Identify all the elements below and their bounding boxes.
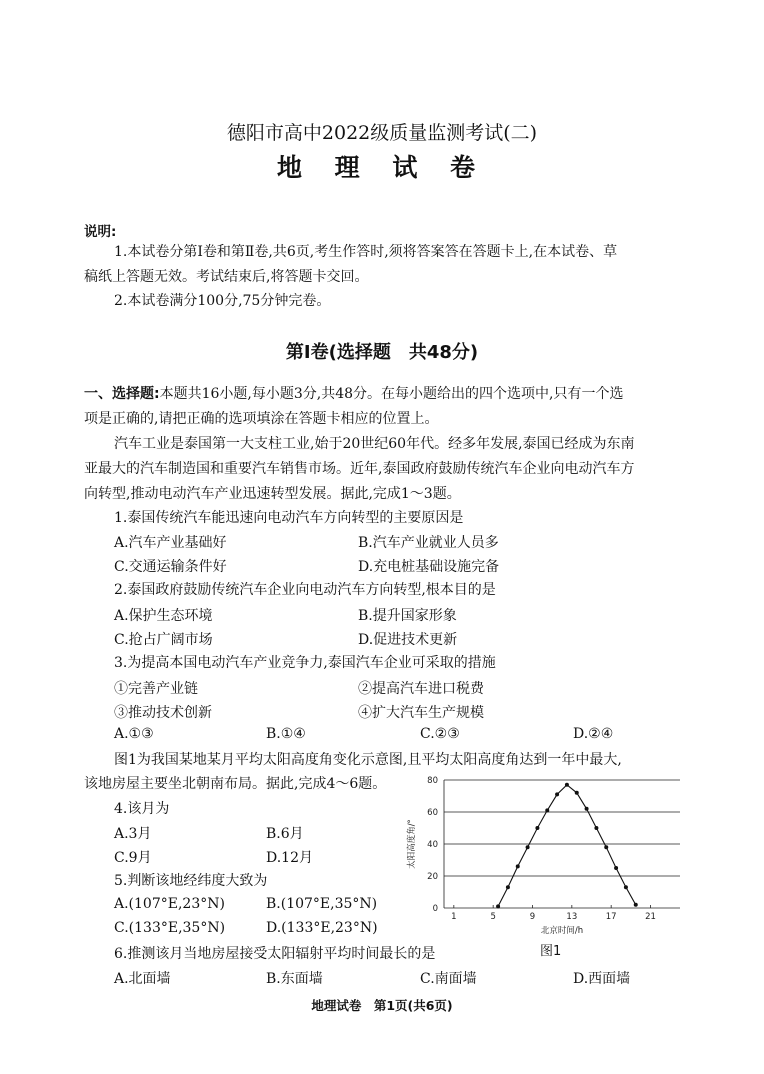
passage1-line-2: 亚最大的汽车制造国和重要汽车销售市场。近年,泰国政府鼓励传统汽车企业向电动汽车方 bbox=[84, 461, 635, 477]
question-2-option-c: C.抢占广阔市场 bbox=[114, 632, 213, 648]
passage1-line-3: 向转型,推动电动汽车产业迅速转型发展。据此,完成1～3题。 bbox=[84, 486, 461, 502]
data-point-9 bbox=[585, 807, 589, 811]
data-point-11 bbox=[604, 845, 608, 849]
question-5-option-d: D.(133°E,23°N) bbox=[266, 920, 378, 936]
y-tick-label-0: 0 bbox=[432, 904, 438, 914]
x-tick-label-5: 5 bbox=[490, 912, 496, 922]
page-footer: 地理试卷 第1页(共6页) bbox=[311, 998, 453, 1013]
question-3-item-3: ③推动技术创新 bbox=[114, 705, 212, 721]
section-title: 第Ⅰ卷(选择题 共48分) bbox=[285, 342, 479, 363]
data-point-2 bbox=[516, 864, 520, 868]
x-axis-label: 北京时间/h bbox=[540, 926, 584, 936]
data-point-5 bbox=[545, 808, 549, 812]
question-3-option-a: A.①③ bbox=[114, 726, 154, 742]
series-line-0 bbox=[498, 785, 636, 907]
passage2-line-2: 该地房屋主要坐北朝南布局。据此,完成4～6题。 bbox=[84, 776, 387, 792]
data-point-8 bbox=[575, 791, 579, 795]
question-2-option-a: A.保护生态环境 bbox=[114, 608, 213, 624]
question-3-item-4: ④扩大汽车生产规模 bbox=[358, 705, 484, 721]
question-4-option-d: D.12月 bbox=[266, 850, 313, 866]
instructions-label: 一、选择题: bbox=[84, 386, 160, 402]
data-point-12 bbox=[614, 866, 618, 870]
x-tick-label-17: 17 bbox=[605, 912, 617, 922]
x-tick-label-13: 13 bbox=[566, 912, 578, 922]
question-4-option-b: B.6月 bbox=[266, 826, 304, 842]
question-3-option-d: D.②④ bbox=[573, 726, 614, 742]
data-point-14 bbox=[634, 903, 638, 907]
passage1-line-1: 汽车工业是泰国第一大支柱工业,始于20世纪60年代。经多年发展,泰国已经成为东南 bbox=[114, 436, 635, 452]
question-3-item-1: ①完善产业链 bbox=[114, 681, 198, 697]
question-3-stem: 3.为提高本国电动汽车产业竞争力,泰国汽车企业可采取的措施 bbox=[114, 655, 496, 671]
data-point-6 bbox=[555, 792, 559, 796]
data-point-3 bbox=[526, 845, 530, 849]
instructions-text: 本题共16小题,每小题3分,共48分。在每小题给出的四个选项中,只有一个选 bbox=[159, 386, 624, 402]
question-5-option-b: B.(107°E,35°N) bbox=[266, 896, 378, 912]
question-2-stem: 2.泰国政府鼓励传统汽车企业向电动汽车方向转型,根本目的是 bbox=[114, 582, 496, 598]
y-tick-label-80: 80 bbox=[427, 776, 438, 786]
question-6-option-a: A.北面墙 bbox=[114, 971, 171, 987]
question-1-option-b: B.汽车产业就业人员多 bbox=[358, 535, 499, 551]
x-tick-label-21: 21 bbox=[645, 912, 656, 922]
y-axis-label: 太阳高度角/° bbox=[407, 819, 417, 869]
data-point-10 bbox=[594, 826, 598, 830]
question-2-option-b: B.提升国家形象 bbox=[358, 608, 457, 624]
question-3-option-b: B.①④ bbox=[266, 726, 306, 742]
exam-title: 德阳市高中2022级质量监测考试(二) bbox=[226, 122, 538, 144]
notes-heading: 说明: bbox=[84, 224, 117, 240]
y-tick-label-60: 60 bbox=[427, 808, 438, 818]
question-6-option-c: C.南面墙 bbox=[420, 971, 477, 987]
instructions-line-1 bbox=[84, 384, 624, 404]
question-4-option-a: A.3月 bbox=[114, 826, 152, 842]
question-6-option-d: D.西面墙 bbox=[573, 971, 631, 987]
question-2-option-d: D.促进技术更新 bbox=[358, 632, 458, 648]
question-6-option-b: B.东面墙 bbox=[266, 971, 323, 987]
x-tick-label-1: 1 bbox=[451, 912, 457, 922]
passage2-line-1: 图1为我国某地某月平均太阳高度角变化示意图,且平均太阳高度角达到一年中最大, bbox=[114, 752, 622, 768]
note-item-1-line-1: 1.本试卷分第Ⅰ卷和第Ⅱ卷,共6页,考生作答时,须将答案答在答题卡上,在本试卷、草 bbox=[114, 244, 618, 260]
x-tick-label-9: 9 bbox=[529, 912, 536, 922]
question-3-item-2: ②提高汽车进口税费 bbox=[358, 681, 484, 697]
note-item-2: 2.本试卷满分100分,75分钟完卷。 bbox=[114, 293, 331, 309]
question-1-stem: 1.泰国传统汽车能迅速向电动汽车方向转型的主要原因是 bbox=[114, 510, 464, 526]
data-point-7 bbox=[565, 783, 569, 787]
question-4-stem: 4.该月为 bbox=[114, 801, 170, 817]
subject-title: 地 理 试 卷 bbox=[276, 153, 488, 182]
instructions-line-2: 项是正确的,请把正确的选项填涂在答题卡相应的位置上。 bbox=[84, 411, 439, 427]
question-1-option-d: D.充电桩基础设施完备 bbox=[358, 559, 500, 575]
question-5-option-a: A.(107°E,23°N) bbox=[114, 896, 225, 912]
data-point-0 bbox=[496, 904, 500, 908]
y-tick-label-40: 40 bbox=[427, 840, 438, 850]
note-item-1-line-2: 稿纸上答题无效。考试结束后,将答题卡交回。 bbox=[84, 269, 369, 285]
question-1-option-a: A.汽车产业基础好 bbox=[114, 535, 227, 551]
question-3-option-c: C.②③ bbox=[420, 726, 460, 742]
data-point-13 bbox=[624, 885, 628, 889]
data-point-4 bbox=[535, 826, 539, 830]
question-1-option-c: C.交通运输条件好 bbox=[114, 559, 227, 575]
figure-label: 图1 bbox=[540, 944, 562, 959]
question-4-option-c: C.9月 bbox=[114, 850, 152, 866]
question-5-option-c: C.(133°E,35°N) bbox=[114, 920, 226, 936]
question-6-stem: 6.推测该月当地房屋接受太阳辐射平均时间最长的是 bbox=[114, 946, 436, 962]
sun-altitude-chart bbox=[404, 770, 686, 960]
y-tick-label-20: 20 bbox=[427, 872, 438, 882]
question-5-stem: 5.判断该地经纬度大致为 bbox=[114, 873, 268, 889]
data-point-1 bbox=[506, 885, 510, 889]
